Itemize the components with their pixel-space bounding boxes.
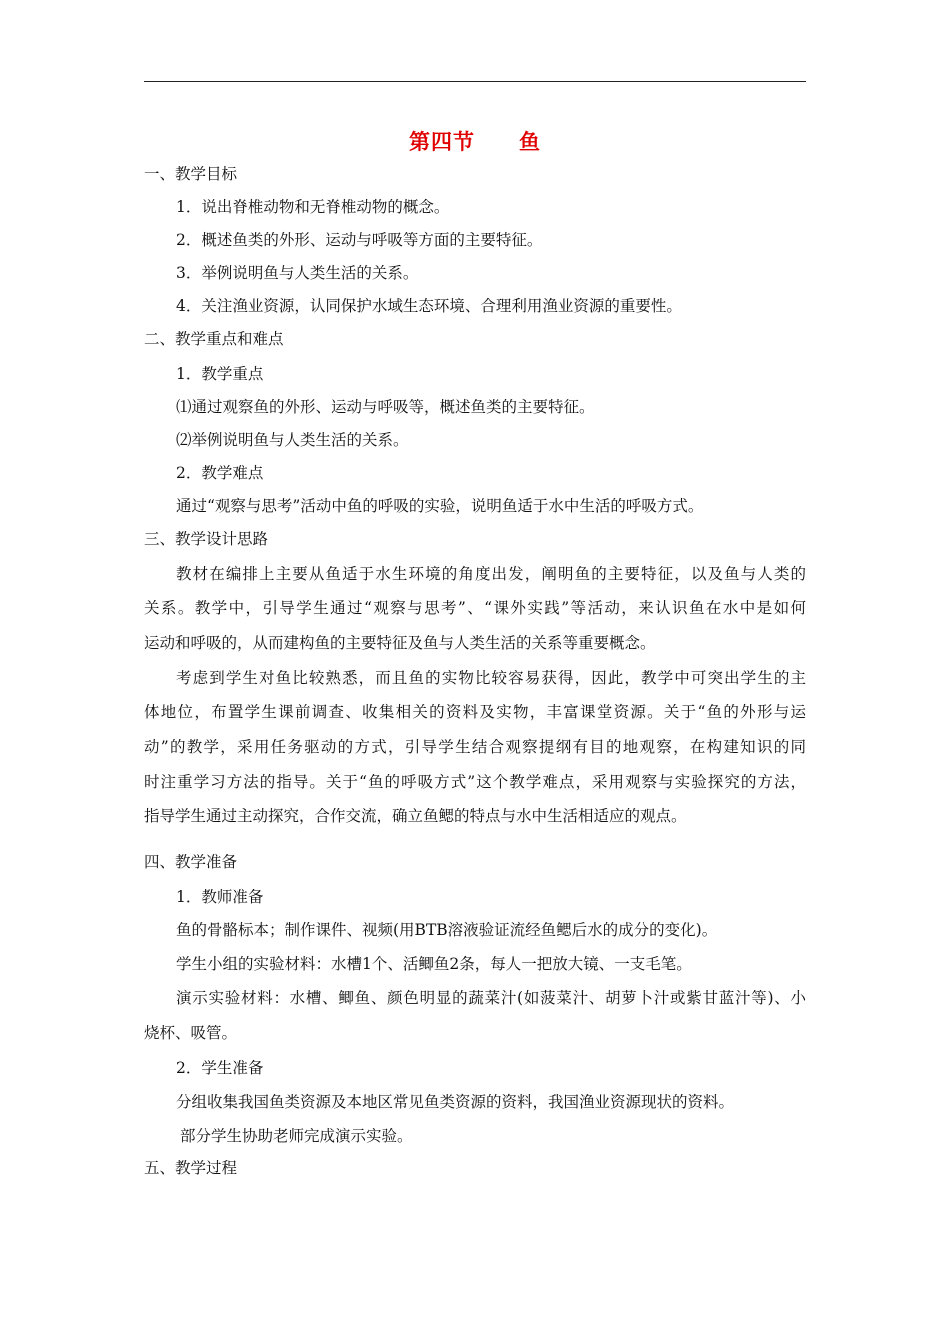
subheading-difficulty: 2．教学难点 [176, 464, 264, 482]
prep-item: 鱼的骨骼标本；制作课件、视频(用BTB溶液验证流经鱼鳃后水的成分的变化)。 [176, 921, 718, 939]
objective-item: 1．说出脊椎动物和无脊椎动物的概念。 [176, 198, 450, 216]
paragraph-line: 考虑到学生对鱼比较熟悉，而且鱼的实物比较容易获得，因此，教学中可突出学生的主 [176, 669, 806, 687]
paragraph-line: 关系。教学中，引导学生通过“观察与思考”、“课外实践”等活动，来认识鱼在水中是如何 [144, 599, 806, 617]
objective-item: 4．关注渔业资源，认同保护水域生态环境、合理利用渔业资源的重要性。 [176, 297, 682, 315]
page-title: 第四节 鱼 [409, 130, 541, 154]
prep-item: 演示实验材料：水槽、鲫鱼、颜色明显的蔬菜汁(如菠菜汁、胡萝卜汁或紫甘蓝汁等)、小 [176, 989, 806, 1007]
paragraph-line: 时注重学习方法的指导。关于“鱼的呼吸方式”这个教学难点，采用观察与实验探究的方法， [144, 773, 806, 791]
prep-item: 部分学生协助老师完成演示实验。 [180, 1127, 413, 1145]
key-point-item: ⑴通过观察鱼的外形、运动与呼吸等，概述鱼类的主要特征。 [176, 398, 595, 416]
paragraph-line: 指导学生通过主动探究，合作交流，确立鱼鳃的特点与水中生活相适应的观点。 [144, 807, 687, 825]
paragraph-line: 体地位，布置学生课前调查、收集相关的资料及实物，丰富课堂资源。关于“鱼的外形与运 [144, 703, 806, 721]
subheading-key-points: 1．教学重点 [176, 365, 264, 383]
paragraph-line: 运动和呼吸的，从而建构鱼的主要特征及鱼与人类生活的关系等重要概念。 [144, 634, 656, 652]
objective-item: 2．概述鱼类的外形、运动与呼吸等方面的主要特征。 [176, 231, 543, 249]
prep-item: 学生小组的实验材料：水槽1个、活鲫鱼2条，每人一把放大镜、一支毛笔。 [176, 955, 692, 973]
paragraph-line: 动”的教学，采用任务驱动的方式，引导学生结合观察提纲有目的地观察，在构建知识的同 [144, 738, 806, 756]
section-heading-key-points: 二、教学重点和难点 [144, 330, 284, 348]
subheading-teacher-prep: 1．教师准备 [176, 888, 264, 906]
section-heading-process: 五、教学过程 [144, 1159, 238, 1177]
objective-item: 3．举例说明鱼与人类生活的关系。 [176, 264, 419, 282]
prep-item: 烧杯、吸管。 [144, 1024, 238, 1042]
section-heading-preparation: 四、教学准备 [144, 853, 238, 871]
difficulty-text: 通过“观察与思考”活动中鱼的呼吸的实验，说明鱼适于水中生活的呼吸方式。 [176, 497, 704, 515]
section-heading-objectives: 一、教学目标 [144, 165, 238, 183]
subheading-student-prep: 2．学生准备 [176, 1059, 264, 1077]
section-heading-design: 三、教学设计思路 [144, 530, 269, 548]
prep-item: 分组收集我国鱼类资源及本地区常见鱼类资源的资料，我国渔业资源现状的资料。 [176, 1093, 735, 1111]
key-point-item: ⑵举例说明鱼与人类生活的关系。 [176, 431, 409, 449]
paragraph-line: 教材在编排上主要从鱼适于水生环境的角度出发，阐明鱼的主要特征，以及鱼与人类的 [176, 565, 806, 583]
header-rule [144, 81, 806, 82]
